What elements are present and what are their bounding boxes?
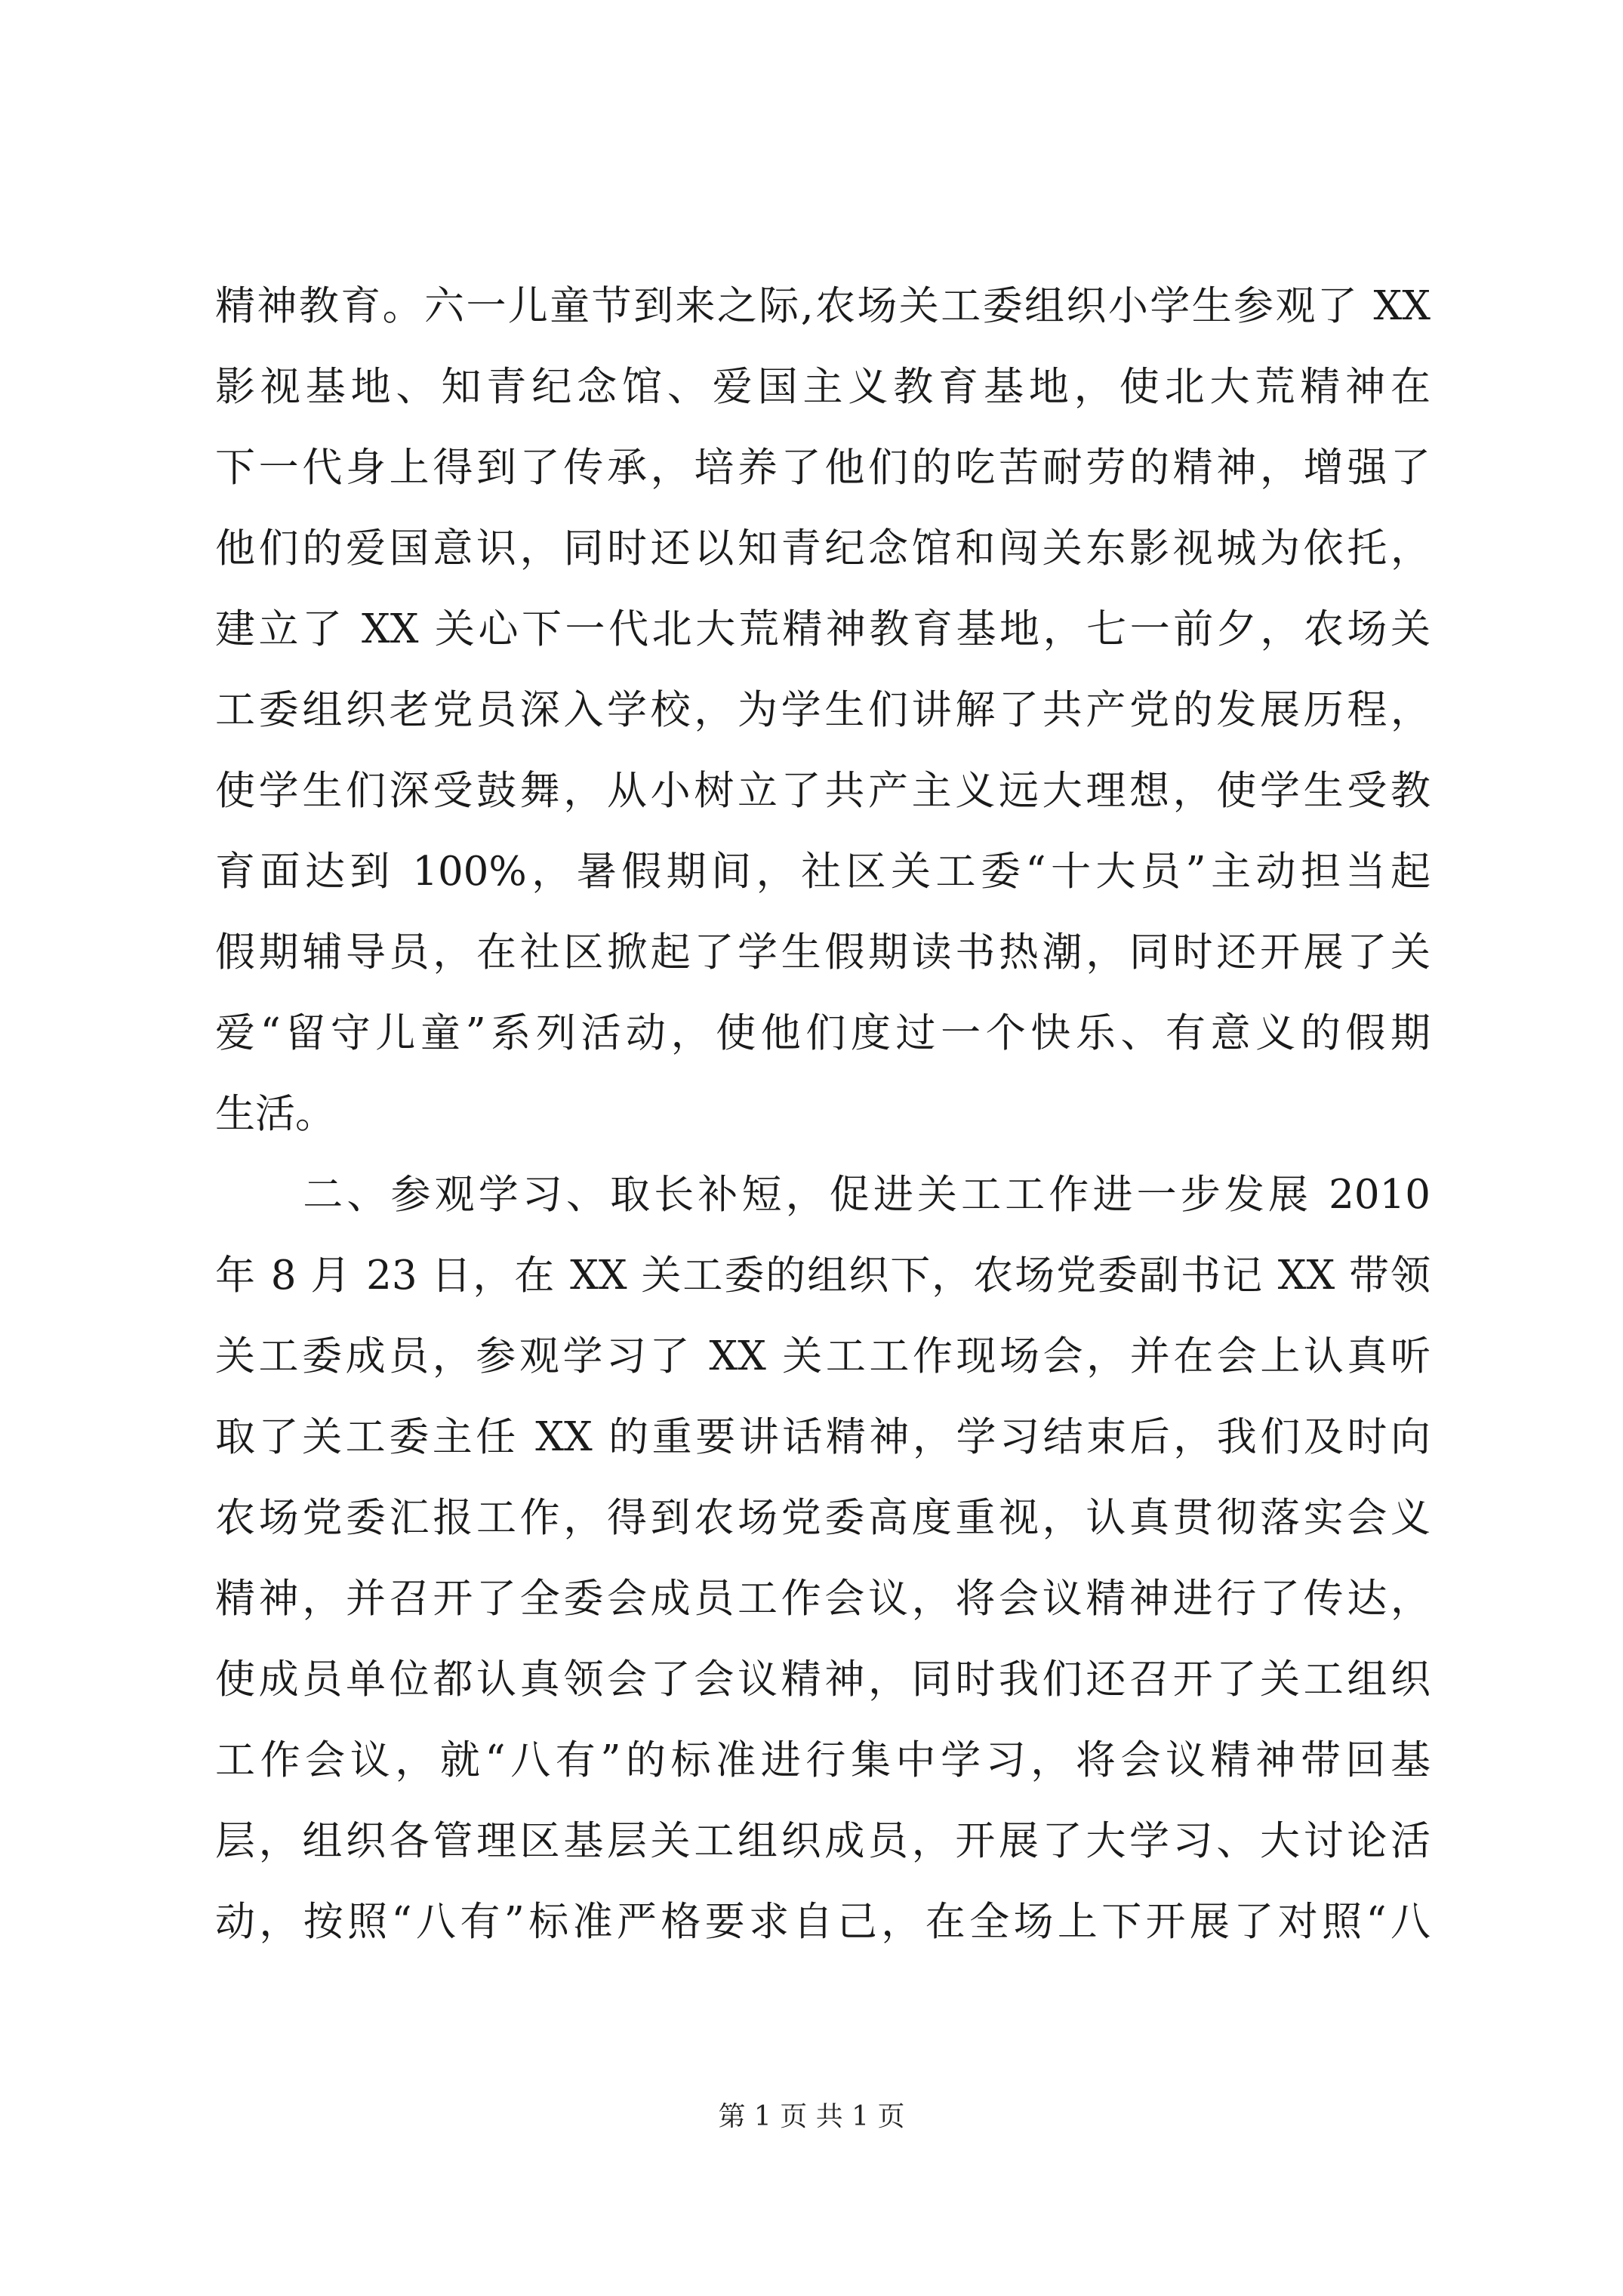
text-line: 工委组织老党员深入学校，为学生们讲解了共产党的发展历程， — [215, 687, 1431, 733]
text-line: 关工委成员，参观学习了 XX 关工工作现场会，并在会上认真听 — [215, 1333, 1431, 1379]
body-text — [215, 266, 1431, 1962]
text-line: 影视基地、知青纪念馆、爱国主义教育基地，使北大荒精神在 — [215, 364, 1431, 410]
text-line: 精神教育。六一儿童节到来之际,农场关工委组织小学生参观了 XX — [215, 283, 1431, 329]
text-line: 年 8 月 23 日，在 XX 关工委的组织下，农场党委副书记 XX 带领 — [215, 1253, 1431, 1299]
text-line: 精神，并召开了全委会成员工作会议，将会议精神进行了传达， — [215, 1576, 1431, 1622]
text-line: 农场党委汇报工作，得到农场党委高度重视，认真贯彻落实会义 — [215, 1495, 1431, 1541]
text-line: 使学生们深受鼓舞，从小树立了共产主义远大理想，使学生受教 — [215, 768, 1431, 814]
text-line: 建立了 XX 关心下一代北大荒精神教育基地，七一前夕，农场关 — [215, 606, 1431, 652]
text-line: 层，组织各管理区基层关工组织成员，开展了大学习、大讨论活 — [215, 1818, 1431, 1864]
text-line: 假期辅导员，在社区掀起了学生假期读书热潮，同时还开展了关 — [215, 929, 1431, 975]
text-line: 工作会议，就“八有”的标准进行集中学习，将会议精神带回基 — [215, 1737, 1431, 1783]
section-heading-line: 二、参观学习、取长补短，促进关工工作进一步发展 2010 — [215, 1172, 1431, 1218]
text-line: 动，按照“八有”标准严格要求自己，在全场上下开展了对照“八 — [215, 1899, 1431, 1945]
text-line: 取了关工委主任 XX 的重要讲话精神，学习结束后，我们及时向 — [215, 1414, 1431, 1460]
page-footer: 第 1 页 共 1 页 — [718, 2101, 905, 2132]
text-line: 他们的爱国意识，同时还以知青纪念馆和闯关东影视城为依托， — [215, 525, 1431, 572]
text-line: 爱“留守儿童”系列活动，使他们度过一个快乐、有意义的假期 — [215, 1010, 1431, 1056]
text-line: 下一代身上得到了传承，培养了他们的吃苦耐劳的精神，增强了 — [215, 445, 1431, 491]
text-line-paragraph-end: 生活。 — [215, 1091, 335, 1137]
text-line: 使成员单位都认真领会了会议精神，同时我们还召开了关工组织 — [215, 1657, 1431, 1703]
text-line: 育面达到 100%，暑假期间，社区关工委“十大员”主动担当起 — [215, 849, 1431, 895]
